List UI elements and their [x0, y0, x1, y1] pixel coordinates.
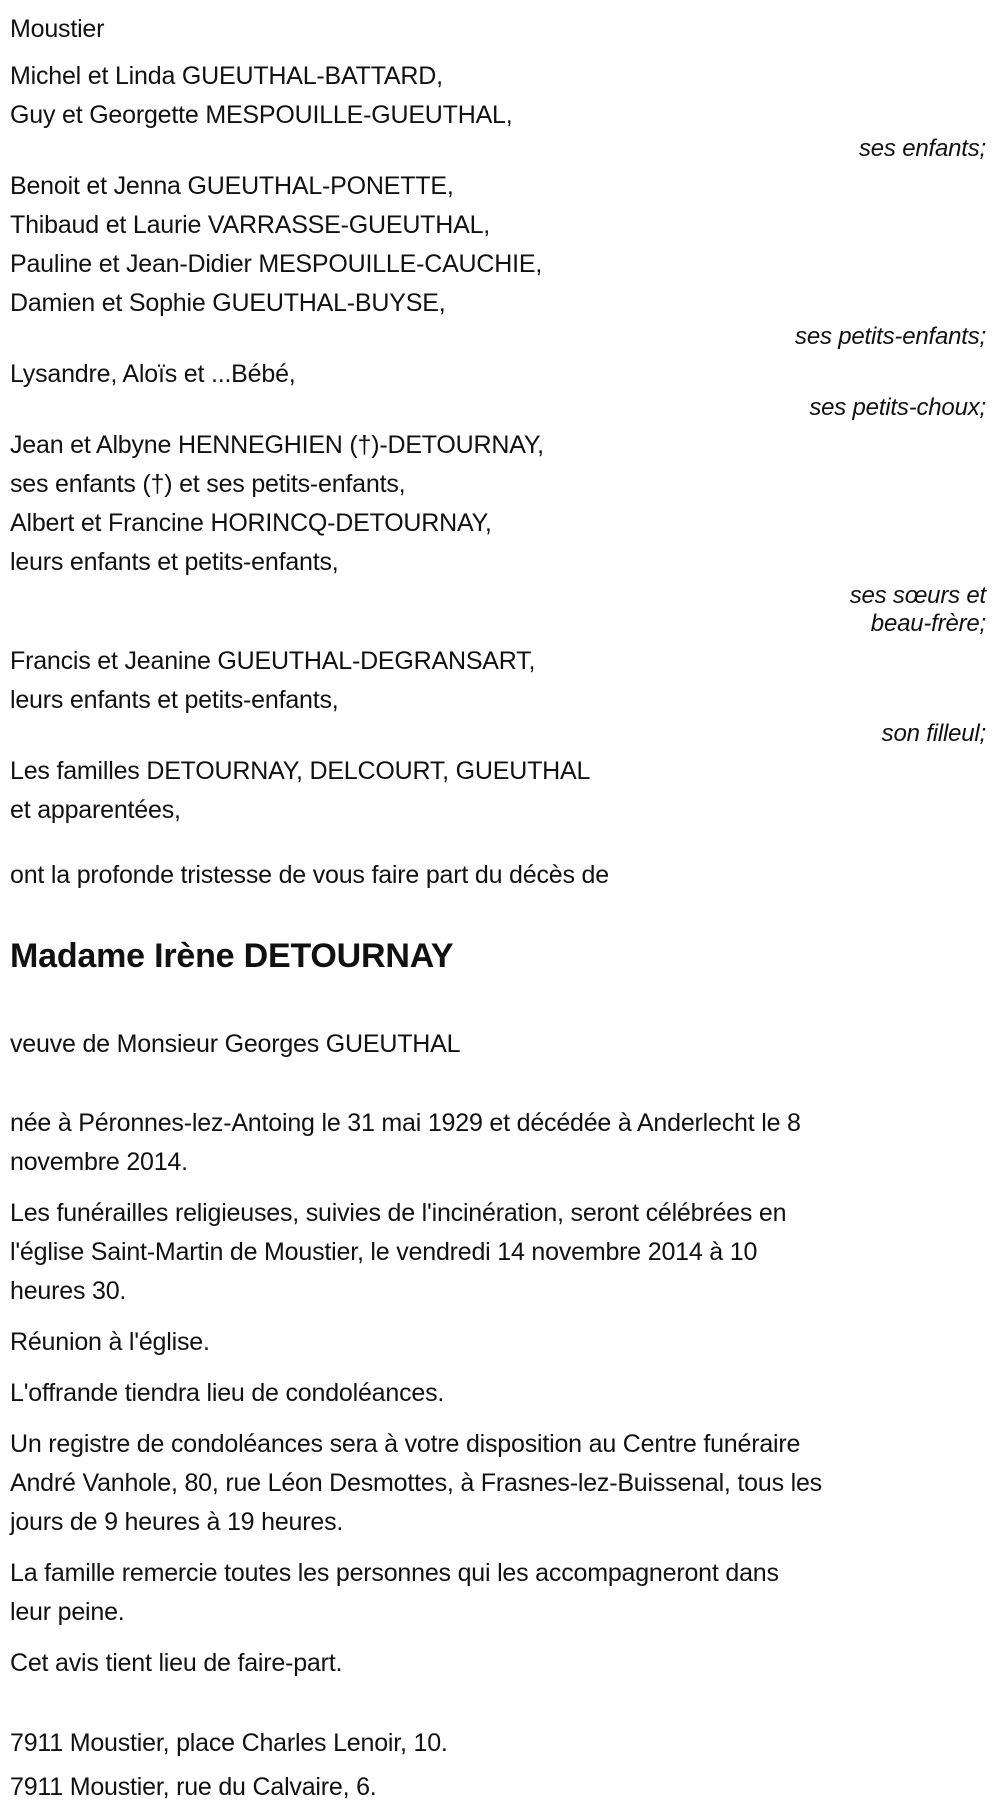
relation-label: ses sœurs et: [849, 582, 986, 609]
relation-label: ses petits-enfants;: [795, 323, 986, 350]
family-member-line: Jean et Albyne HENNEGHIEN (†)-DETOURNAY,: [10, 431, 544, 459]
paragraph-line: leur peine.: [10, 1598, 125, 1626]
family-member-line: Pauline et Jean-Didier MESPOUILLE-CAUCHIE,: [10, 250, 543, 278]
paragraph-line: La famille remercie toutes les personnes qui les accompagneront dans: [10, 1559, 779, 1587]
relation-label: beau-frère;: [870, 610, 986, 637]
paragraph-line: Un registre de condoléances sera à votre disposition au Centre funéraire: [10, 1430, 801, 1458]
family-member-line: Damien et Sophie GUEUTHAL-BUYSE,: [10, 289, 446, 317]
family-group-children: [10, 57, 986, 163]
family-member-line: et apparentées,: [10, 796, 181, 824]
family-member-line: Michel et Linda GUEUTHAL-BATTARD,: [10, 62, 443, 90]
paragraph-offering: [10, 1374, 986, 1413]
family-group-godson: [10, 642, 986, 748]
family-member-line: Les familles DETOURNAY, DELCOURT, GUEUTHAL: [10, 757, 591, 785]
family-group-grandchildren: [10, 167, 986, 351]
relation-label: son filleul;: [881, 720, 986, 747]
paragraph-birth-death: [10, 1104, 986, 1182]
family-member-line: Lysandre, Aloïs et ...Bébé,: [10, 360, 296, 388]
family-member-line: leurs enfants et petits-enfants,: [10, 686, 339, 714]
family-member-line: Francis et Jeanine GUEUTHAL-DEGRANSART,: [10, 647, 536, 675]
paragraph-funeral: [10, 1194, 986, 1311]
paragraph-line: l'église Saint-Martin de Moustier, le vendredi 14 novembre 2014 à 10: [10, 1238, 758, 1266]
paragraph-line: Réunion à l'église.: [10, 1328, 210, 1356]
paragraph-line: André Vanhole, 80, rue Léon Desmottes, à Frasnes-lez-Buissenal, tous les: [10, 1469, 822, 1497]
address-line: 7911 Moustier, place Charles Lenoir, 10.: [10, 1729, 448, 1757]
paragraph-line: heures 30.: [10, 1277, 127, 1305]
paragraph-line: Cet avis tient lieu de faire-part.: [10, 1649, 343, 1677]
deceased-name-heading: Madame Irène DETOURNAY: [10, 937, 454, 975]
widow-line: veuve de Monsieur Georges GUEUTHAL: [10, 1030, 461, 1058]
family-member-line: Guy et Georgette MESPOUILLE-GUEUTHAL,: [10, 101, 513, 129]
paragraph-line: née à Péronnes-lez-Antoing le 31 mai 1929 et décédée à Anderlecht le 8: [10, 1109, 801, 1137]
paragraph-line: L'offrande tiendra lieu de condoléances.: [10, 1379, 445, 1407]
city-line: Moustier: [10, 15, 105, 43]
paragraph-meeting: [10, 1323, 986, 1362]
paragraph-line: jours de 9 heures à 19 heures.: [10, 1508, 344, 1536]
paragraph-line: novembre 2014.: [10, 1148, 188, 1176]
family-member-line: leurs enfants et petits-enfants,: [10, 548, 339, 576]
paragraph-thanks: [10, 1554, 986, 1632]
family-group-extended: [10, 752, 986, 830]
family-member-line: Albert et Francine HORINCQ-DETOURNAY,: [10, 509, 492, 537]
family-member-line: ses enfants (†) et ses petits-enfants,: [10, 470, 406, 498]
relation-label: ses enfants;: [858, 135, 986, 162]
family-group-sisters: [10, 426, 986, 638]
address-line: 7911 Moustier, rue du Calvaire, 6.: [10, 1773, 377, 1801]
paragraph-notice: [10, 1644, 986, 1683]
announcement-intro: ont la profonde tristesse de vous faire part du décès de: [10, 861, 609, 889]
paragraph-register: [10, 1425, 986, 1542]
family-member-line: Benoit et Jenna GUEUTHAL-PONETTE,: [10, 172, 454, 200]
family-member-line: Thibaud et Laurie VARRASSE-GUEUTHAL,: [10, 211, 491, 239]
family-group-great-grandchildren: [10, 355, 986, 422]
relation-label: ses petits-choux;: [809, 394, 986, 421]
addresses-block: [10, 1721, 986, 1809]
paragraph-line: Les funérailles religieuses, suivies de l'incinération, seront célébrées en: [10, 1199, 787, 1227]
